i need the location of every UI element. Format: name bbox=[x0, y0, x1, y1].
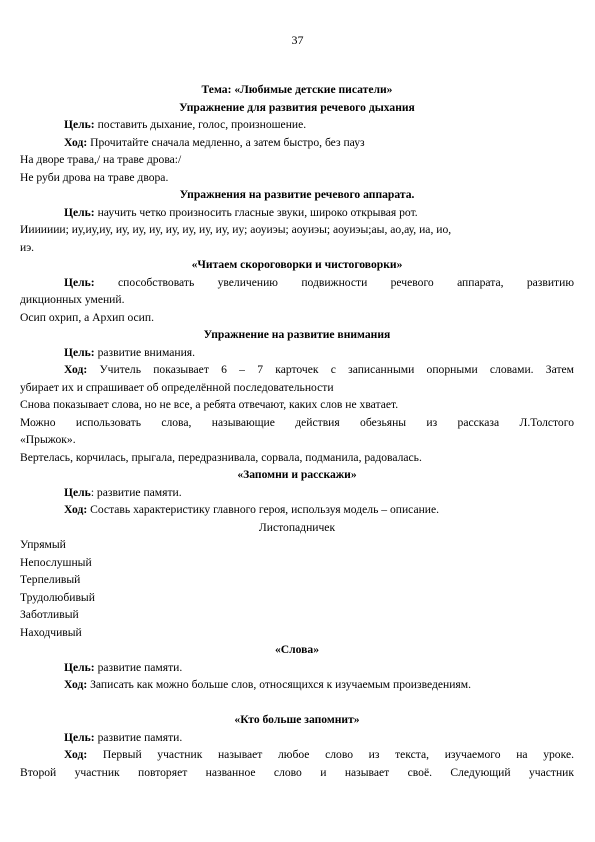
goal-text: развитие памяти. bbox=[94, 660, 183, 674]
exercise-breathing-move bbox=[20, 134, 574, 152]
exercise-attention-move bbox=[20, 361, 574, 379]
blank-line bbox=[20, 694, 574, 712]
tongue-twister-line: Не руби дрова на траве двора. bbox=[20, 170, 169, 184]
exercise-words-goal bbox=[20, 659, 574, 677]
goal-label: Цель: bbox=[64, 345, 95, 359]
exercise-attention-goal bbox=[20, 344, 574, 362]
exercise-remember-heading: «Запомни и расскажи» bbox=[237, 468, 357, 481]
goal-label: Цель: bbox=[64, 730, 95, 744]
vowel-drill-line: иэ. bbox=[20, 240, 35, 254]
move-continuation: Второй участник повторяет названное слово и называет своё. Следующий участник bbox=[20, 765, 574, 779]
page-number: 37 bbox=[291, 33, 304, 47]
goal-label: Цель: bbox=[64, 275, 95, 289]
exercise-breathing-heading: Упражнение для развития речевого дыхания bbox=[179, 100, 415, 114]
exercise-attention-heading: Упражнение на развитие внимания bbox=[203, 328, 391, 341]
goal-text: развитие внимания. bbox=[94, 345, 196, 359]
exercise-memory-game-move bbox=[20, 746, 574, 764]
goal-text: развитие памяти. bbox=[94, 730, 183, 744]
trait-item: Непослушный bbox=[20, 555, 92, 569]
goal-text: научить четко произносить гласные звуки, широко открывая рот. bbox=[94, 205, 418, 219]
trait-item: Трудолюбивый bbox=[20, 590, 95, 604]
move-text: Записать как можно больше слов, относящихся к изучаемым произведениям. bbox=[87, 678, 471, 691]
move-label: Ход: bbox=[64, 748, 88, 761]
goal-label: Цель: bbox=[64, 118, 95, 131]
move-text: Первый участник называет любое слово из текста, изучаемого на уроке. bbox=[87, 748, 574, 761]
page-content bbox=[20, 81, 574, 781]
move-label: Ход: bbox=[64, 678, 88, 691]
tongue-twister-line: На дворе трава,/ на траве дрова:/ bbox=[20, 153, 182, 166]
paragraph-line: «Прыжок». bbox=[20, 433, 76, 446]
exercise-articulation-goal bbox=[20, 204, 574, 222]
goal-label: Цель: bbox=[64, 205, 95, 219]
move-label: Ход: bbox=[64, 135, 88, 149]
paragraph-line: Можно использовать слова, называющие действия обезьяны из рассказа Л.Толстого bbox=[20, 415, 574, 429]
exercise-tongue-twisters-heading: «Читаем скороговорки и чистоговорки» bbox=[191, 258, 403, 271]
move-text: Составь характеристику главного героя, используя модель – описание. bbox=[87, 503, 440, 516]
goal-label: Цель: bbox=[64, 660, 95, 674]
exercise-articulation-heading: Упражнения на развитие речевого аппарата. bbox=[179, 188, 415, 201]
topic-heading: Тема: «Любимые детские писатели» bbox=[201, 83, 393, 96]
move-label: Ход: bbox=[64, 363, 88, 376]
trait-item: Терпеливый bbox=[20, 573, 81, 586]
exercise-remember-move bbox=[20, 501, 574, 519]
trait-item: Заботливый bbox=[20, 608, 79, 621]
character-name: Листопадничек bbox=[258, 520, 336, 534]
move-continuation: убирает их и спрашивает об определённой последовательности bbox=[20, 380, 334, 394]
exercise-memory-game-heading: «Кто больше запомнит» bbox=[234, 713, 360, 726]
exercise-words-move bbox=[20, 676, 574, 694]
vowel-drill-line: Иииииии; иу,иу,иу, иу, иу, иу, иу, иу, иу, иу, иу; аоуиэы; аоуиэы; аоуиэы;аы, ао,ау, иа, ио, bbox=[20, 223, 452, 236]
goal-text: способствовать увеличению подвижности речевого аппарата, развитию bbox=[94, 275, 574, 289]
exercise-breathing-goal bbox=[20, 116, 574, 134]
move-label: Ход: bbox=[64, 503, 88, 516]
goal-text: : развитие памяти. bbox=[90, 485, 182, 499]
goal-label: Цель bbox=[64, 485, 91, 499]
goal-text: поставить дыхание, голос, произношение. bbox=[94, 118, 307, 131]
exercise-remember-goal bbox=[20, 484, 574, 502]
move-text: Прочитайте сначала медленно, а затем быстро, без пауз bbox=[87, 135, 365, 149]
exercise-words-heading: «Слова» bbox=[274, 643, 320, 656]
move-text: Учитель показывает 6 – 7 карточек с записанными опорными словами. Затем bbox=[87, 363, 574, 376]
goal-continuation: дикционных умений. bbox=[20, 293, 125, 306]
exercise-memory-game-goal bbox=[20, 729, 574, 747]
trait-item: Находчивый bbox=[20, 625, 82, 639]
trait-item: Упрямый bbox=[20, 538, 66, 551]
tongue-twister-line: Осип охрип, а Архип осип. bbox=[20, 310, 154, 324]
exercise-tongue-twisters-goal bbox=[20, 274, 574, 292]
word-list-line: Вертелась, корчилась, прыгала, передразнивала, сорвала, подманила, радовалась. bbox=[20, 450, 422, 464]
paragraph-line: Снова показывает слова, но не все, а ребята отвечают, каких слов не хватает. bbox=[20, 398, 399, 411]
